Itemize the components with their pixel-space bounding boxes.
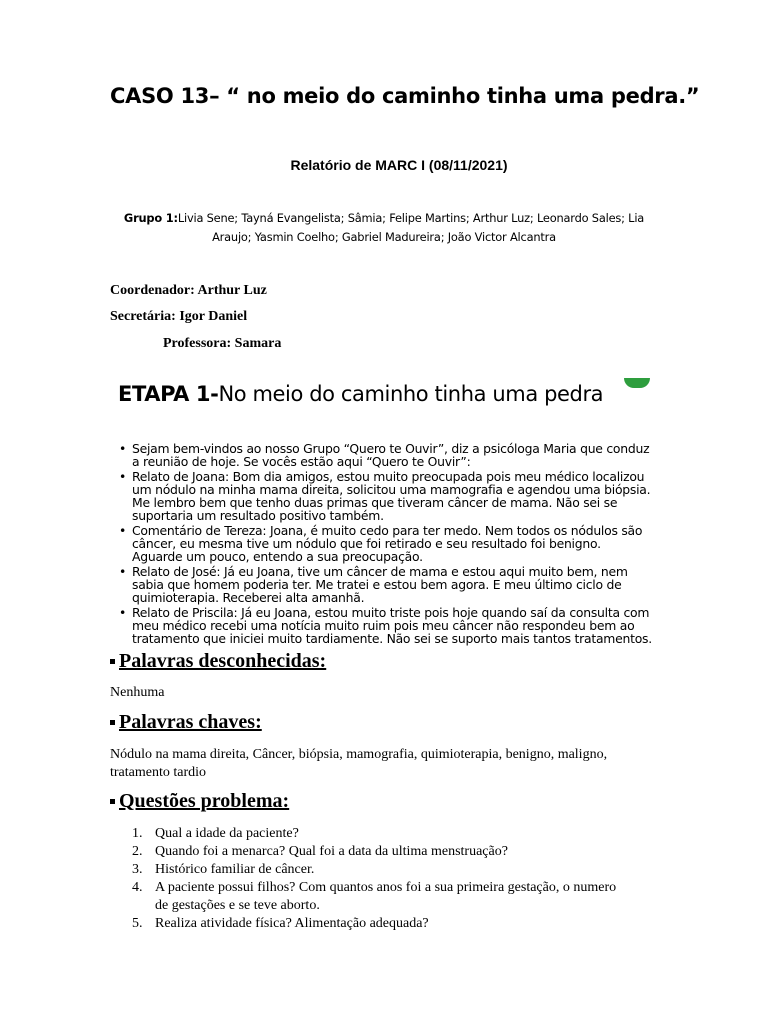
slide-title: [118, 382, 603, 406]
slide-bullet-item: • Relato de José: Já eu Joana, tive um câncer de mama e estou aqui muito bem, nem sabia que homem poderia ter. Me tratei e estou bem agora. E meu último ciclo de quimioterapia. Receberei alta amanhã.: [118, 565, 652, 604]
question-item: [110, 915, 630, 933]
slide-bullet-item: • Comentário de Tereza: Joana, é muito cedo para ter medo. Nem todos os nódulos são câncer, eu mesma tive um nódulo que foi retirado e seu resultado foi benigno. Aguarde um pouco, entendo a sua preocupação.: [118, 524, 652, 563]
slide-title-text: No meio do caminho tinha uma pedra: [218, 382, 604, 406]
square-bullet-icon: [110, 659, 115, 664]
question-text: Qual a idade da paciente?: [155, 826, 299, 841]
question-number: 5.: [132, 916, 143, 931]
section-heading-keywords: Palavras chaves:: [110, 711, 262, 734]
report-title: Relatório de MARC I (08/11/2021): [290, 157, 508, 173]
slide-title-stage: ETAPA 1-: [118, 382, 219, 406]
question-text: Realiza atividade física? Alimentação adequada?: [155, 916, 429, 931]
question-text: A paciente possui filhos? Com quantos anos foi a sua primeira gestação, o numero de gestações e se teve aborto.: [155, 880, 617, 913]
group-label: Grupo 1:: [123, 211, 178, 225]
square-bullet-icon: [110, 720, 115, 725]
slide-bullet-item: • Relato de Joana: Bom dia amigos, estou muito preocupada pois meu médico localizou um nódulo na minha mama direita, solicitou uma mamografia e agendou uma biópsia. Me lembro bem que tenho duas primas que tiveram câncer de mama. Não sei se suportaria um resultado positivo também.: [118, 470, 652, 522]
case-slide-image: [110, 372, 658, 648]
question-item: [110, 879, 630, 915]
question-item: [110, 861, 630, 879]
unknown-words-text: Nenhuma: [110, 685, 165, 700]
group-members: [110, 209, 658, 247]
slide-accent-shape: [624, 378, 650, 388]
secretary: Secretária: Igor Daniel: [110, 309, 248, 324]
question-number: 3.: [132, 862, 143, 877]
slide-bullet-item: • Sejam bem-vindos ao nosso Grupo “Quero te Ouvir”, diz a psicóloga Maria que conduz a reunião de hoje. Se vocês estão aqui “Quero te Ouvir”:: [118, 442, 652, 468]
professor: Professora: Samara: [163, 336, 282, 351]
question-number: 2.: [132, 844, 143, 859]
coordinator: Coordenador: Arthur Luz: [110, 283, 267, 298]
question-text: Quando foi a menarca? Qual foi a data da ultima menstruação?: [155, 844, 508, 859]
slide-bullet-item: • Relato de Priscila: Já eu Joana, estou muito triste pois hoje quando saí da consulta com meu médico recebi uma notícia muito ruim pois meu câncer não respondeu bem ao tratamento que iniciei muito tardiamente. Não sei se suporto mais tantos tratamentos.: [118, 606, 652, 645]
question-number: 1.: [132, 826, 143, 841]
keywords-text: Nódulo na mama direita, Câncer, biópsia, mamografia, quimioterapia, benigno, maligno, tratamento tardio: [110, 747, 608, 780]
problem-questions-list: [110, 825, 630, 933]
case-title: CASO 13– “ no meio do caminho tinha uma pedra.”: [110, 84, 700, 108]
question-item: [110, 825, 630, 843]
question-item: [110, 843, 630, 861]
section-heading-problem-questions: Questões problema:: [110, 790, 289, 813]
section-heading-unknown-words: Palavras desconhecidas:: [110, 650, 326, 673]
group-member-list: Livia Sene; Tayná Evangelista; Sâmia; Felipe Martins; Arthur Luz; Leonardo Sales; Lia Araujo; Yasmin Coelho; Gabriel Madureira; João Victor Alcantra: [177, 211, 645, 244]
square-bullet-icon: [110, 799, 115, 804]
question-text: Histórico familiar de câncer.: [155, 862, 315, 877]
question-number: 4.: [132, 880, 143, 895]
slide-bullet-list: [118, 442, 652, 647]
